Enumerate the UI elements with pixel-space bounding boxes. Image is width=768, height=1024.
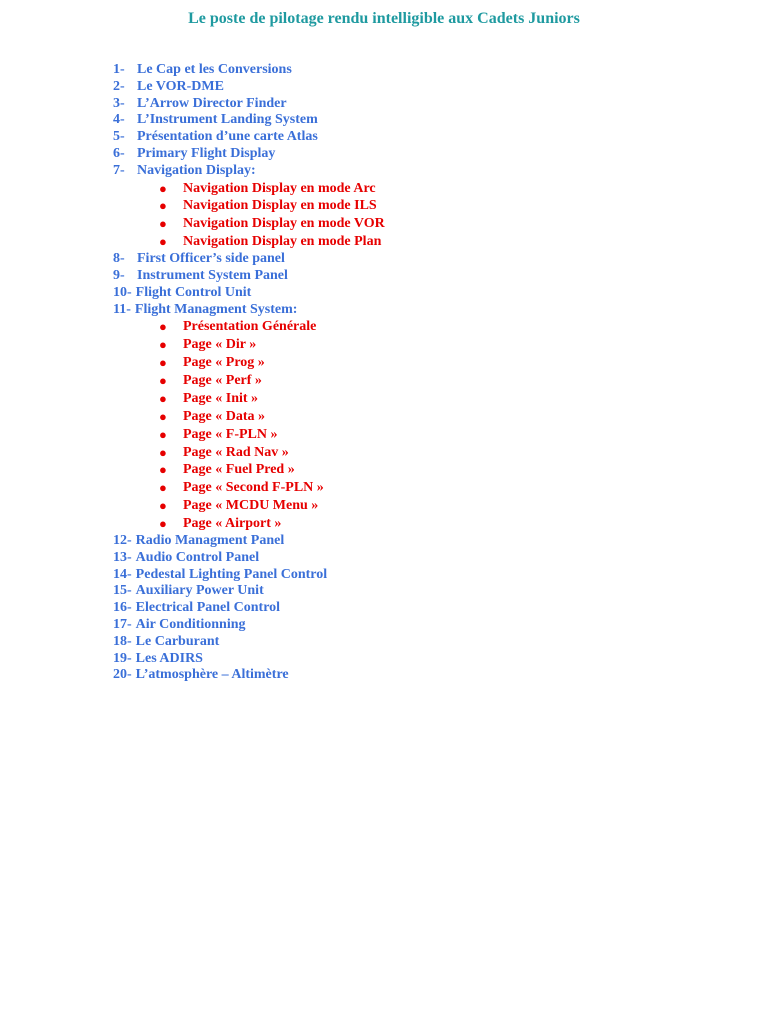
toc-item-label: Le Carburant — [135, 633, 220, 649]
toc-item-number: 20- — [113, 667, 132, 683]
toc-item-label: Air Conditionning — [135, 617, 246, 632]
toc-item-label: Primary Flight Display — [137, 145, 276, 161]
bullet-icon: ● — [159, 216, 167, 232]
toc-item-number: 7- — [113, 162, 125, 178]
toc-item-10 — [113, 285, 733, 302]
toc-item-number: 19- — [113, 650, 132, 666]
toc-subitem-label: Présentation Générale — [183, 319, 317, 335]
toc-item-14 — [113, 567, 733, 584]
toc-item-16 — [113, 600, 733, 617]
toc-subitem-label: Page « Airport » — [183, 516, 282, 532]
toc-item-4 — [113, 112, 733, 129]
toc-item-number: 8- — [113, 251, 125, 267]
toc-item-17 — [113, 617, 733, 634]
toc-subitem — [113, 372, 733, 390]
bullet-icon: ● — [159, 390, 167, 406]
toc-item-label: Pedestal Lighting Panel Control — [135, 566, 328, 582]
toc-subitem-label: Page « MCDU Menu » — [183, 498, 319, 514]
bullet-icon: ● — [159, 408, 167, 424]
bullet-icon: ● — [159, 355, 167, 371]
toc-subitem-label: Navigation Display en mode Plan — [183, 234, 382, 250]
toc-item-label: First Officer’s side panel — [137, 251, 285, 267]
toc-subitem-label: Page « Dir » — [183, 337, 257, 353]
toc-subitem — [113, 515, 733, 533]
bullet-icon: ● — [159, 498, 167, 514]
toc-item-label: Les ADIRS — [135, 650, 203, 666]
toc-subitem — [113, 233, 733, 251]
toc-item-number: 5- — [113, 129, 125, 145]
toc-subitem — [113, 497, 733, 515]
toc-item-number: 1- — [113, 62, 125, 77]
bullet-icon: ● — [159, 480, 167, 496]
toc-item-number: 4- — [113, 112, 125, 128]
toc-item-number: 11- — [113, 301, 131, 317]
toc-subitem — [113, 318, 733, 336]
bullet-icon: ● — [159, 180, 167, 196]
toc-subitem-label: Page « Rad Nav » — [183, 444, 289, 460]
page-title: Le poste de pilotage rendu intelligible aux Cadets Juniors — [188, 10, 580, 27]
toc-item-18 — [113, 634, 733, 651]
toc-item-label: Radio Managment Panel — [135, 533, 285, 549]
table-of-contents — [113, 62, 733, 684]
toc-item-20 — [113, 667, 733, 684]
toc-item-9 — [113, 268, 733, 285]
toc-subitem-label: Page « F-PLN » — [183, 426, 278, 442]
toc-subitem-label: Page « Init » — [183, 390, 259, 406]
toc-subitem — [113, 408, 733, 426]
toc-subitem — [113, 197, 733, 215]
toc-item-number: 12- — [113, 533, 132, 549]
toc-subitem — [113, 426, 733, 444]
toc-item-label: Flight Control Unit — [135, 284, 252, 300]
toc-subitem-label: Page « Perf » — [183, 373, 262, 388]
toc-subitem-label: Page « Prog » — [183, 355, 265, 371]
toc-item-label: L’Arrow Director Finder — [137, 95, 287, 111]
toc-subitem — [113, 215, 733, 233]
toc-item-label: Flight Managment System: — [134, 301, 298, 317]
toc-subitem — [113, 390, 733, 408]
toc-subitem — [113, 461, 733, 479]
toc-item-5 — [113, 129, 733, 146]
toc-item-label: L’atmosphère – Altimètre — [135, 667, 289, 683]
toc-item-label: Le Cap et les Conversions — [137, 62, 292, 77]
bullet-icon: ● — [159, 198, 167, 214]
toc-item-number: 9- — [113, 267, 125, 283]
toc-item-number: 16- — [113, 600, 132, 616]
toc-item-12 — [113, 533, 733, 550]
toc-item-number: 13- — [113, 549, 132, 565]
bullet-icon: ● — [159, 234, 167, 250]
toc-item-13 — [113, 550, 733, 567]
toc-item-19 — [113, 651, 733, 668]
toc-item-label: Présentation d’une carte Atlas — [137, 129, 318, 145]
toc-item-7 — [113, 163, 733, 180]
toc-item-number: 18- — [113, 633, 132, 649]
toc-item-15 — [113, 583, 733, 600]
toc-subitem-label: Page « Second F-PLN » — [183, 480, 324, 496]
toc-item-number: 10- — [113, 284, 132, 300]
toc-subitem — [113, 336, 733, 354]
toc-item-6 — [113, 146, 733, 163]
toc-subitem — [113, 444, 733, 462]
toc-item-2 — [113, 79, 733, 96]
bullet-icon: ● — [159, 426, 167, 442]
toc-item-label: Electrical Panel Control — [135, 600, 281, 616]
bullet-icon: ● — [159, 319, 167, 335]
toc-subitem-label: Navigation Display en mode VOR — [183, 216, 385, 232]
toc-subitem — [113, 479, 733, 497]
toc-item-3 — [113, 96, 733, 113]
bullet-icon: ● — [159, 337, 167, 353]
toc-item-1 — [113, 62, 733, 79]
bullet-icon: ● — [159, 462, 167, 478]
toc-item-8 — [113, 251, 733, 268]
toc-subitem — [113, 180, 733, 198]
toc-subitem — [113, 354, 733, 372]
toc-item-11 — [113, 302, 733, 319]
toc-item-number: 2- — [113, 78, 125, 94]
toc-item-label: Le VOR-DME — [137, 78, 224, 94]
bullet-icon: ● — [159, 444, 167, 460]
toc-item-label: Instrument System Panel — [137, 267, 288, 283]
toc-subitem-label: Page « Fuel Pred » — [183, 462, 295, 478]
bullet-icon: ● — [159, 516, 167, 532]
toc-item-number: 6- — [113, 145, 125, 161]
toc-item-number: 3- — [113, 95, 125, 111]
toc-subitem-label: Navigation Display en mode ILS — [183, 198, 377, 214]
toc-item-number: 14- — [113, 566, 132, 582]
bullet-icon: ● — [159, 373, 167, 388]
toc-item-number: 17- — [113, 617, 132, 632]
toc-item-label: Audio Control Panel — [135, 549, 260, 565]
toc-subitem-label: Navigation Display en mode Arc — [183, 180, 376, 196]
toc-item-number: 15- — [113, 583, 132, 599]
toc-item-label: L’Instrument Landing System — [137, 112, 318, 128]
toc-item-label: Navigation Display: — [137, 162, 256, 178]
toc-item-label: Auxiliary Power Unit — [135, 583, 264, 599]
toc-subitem-label: Page « Data » — [183, 408, 266, 424]
